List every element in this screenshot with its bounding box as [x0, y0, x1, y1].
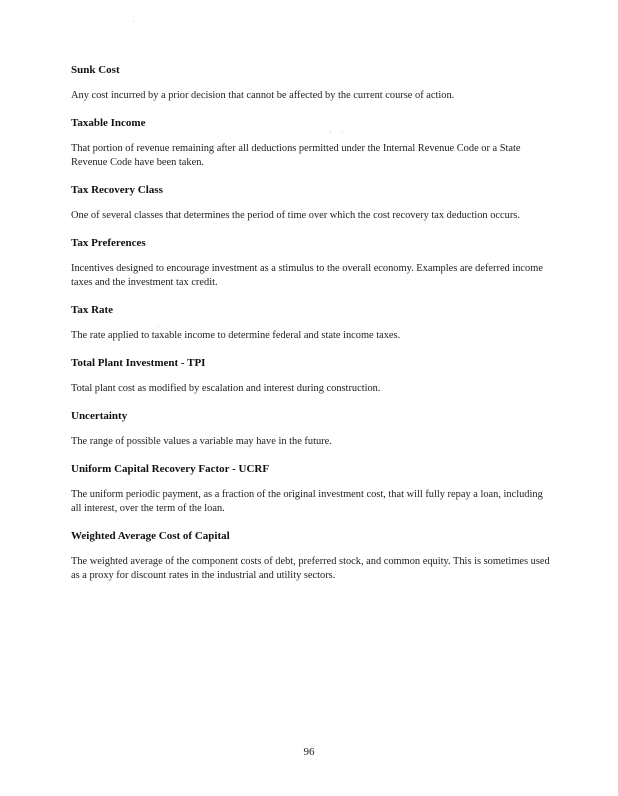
glossary-definition: Incentives designed to encourage investment as a stimulus to the overall economy. Examples are deferred income taxes and the investment tax credit.: [71, 263, 543, 288]
glossary-definition: That portion of revenue remaining after all deductions permitted under the Internal Revenue Code or a State Revenue Code have been taken.: [71, 143, 521, 168]
glossary-entry-ucrf: [71, 462, 551, 516]
glossary-entry-tax-preferences: [71, 236, 551, 290]
glossary-term: Uncertainty: [71, 410, 128, 422]
scan-speck: [133, 21, 134, 22]
glossary-entry-total-plant-investment: [71, 356, 551, 396]
glossary-page: [71, 63, 551, 596]
glossary-entry-sunk-cost: [71, 63, 551, 103]
glossary-term: Tax Recovery Class: [71, 184, 163, 196]
glossary-term: Weighted Average Cost of Capital: [71, 530, 230, 542]
glossary-entry-tax-rate: [71, 303, 551, 343]
glossary-term: Uniform Capital Recovery Factor - UCRF: [71, 463, 270, 475]
glossary-definition: Any cost incurred by a prior decision that cannot be affected by the current course of action.: [71, 90, 455, 101]
glossary-term: Sunk Cost: [71, 64, 120, 76]
glossary-definition: The range of possible values a variable may have in the future.: [71, 436, 332, 447]
page-number: 96: [303, 746, 315, 758]
glossary-definition: The uniform periodic payment, as a fraction of the original investment cost, that will fully repay a loan, including all interest, over the term of the loan.: [71, 489, 543, 514]
glossary-entry-tax-recovery-class: [71, 183, 551, 223]
glossary-entry-taxable-income: [71, 116, 551, 170]
glossary-term: Tax Preferences: [71, 237, 146, 249]
glossary-definition: The rate applied to taxable income to determine federal and state income taxes.: [71, 330, 401, 341]
glossary-entry-uncertainty: [71, 409, 551, 449]
glossary-term: Total Plant Investment - TPI: [71, 357, 206, 369]
glossary-definition: The weighted average of the component costs of debt, preferred stock, and common equity. This is sometimes used as a proxy for discount rates in the industrial and utility sectors.: [71, 556, 550, 581]
glossary-definition: One of several classes that determines the period of time over which the cost recovery tax deduction occurs.: [71, 210, 520, 221]
glossary-entry-wacc: [71, 529, 551, 583]
glossary-term: Tax Rate: [71, 304, 114, 316]
glossary-term: Taxable Income: [71, 117, 146, 129]
glossary-definition: Total plant cost as modified by escalation and interest during construction.: [71, 383, 381, 394]
